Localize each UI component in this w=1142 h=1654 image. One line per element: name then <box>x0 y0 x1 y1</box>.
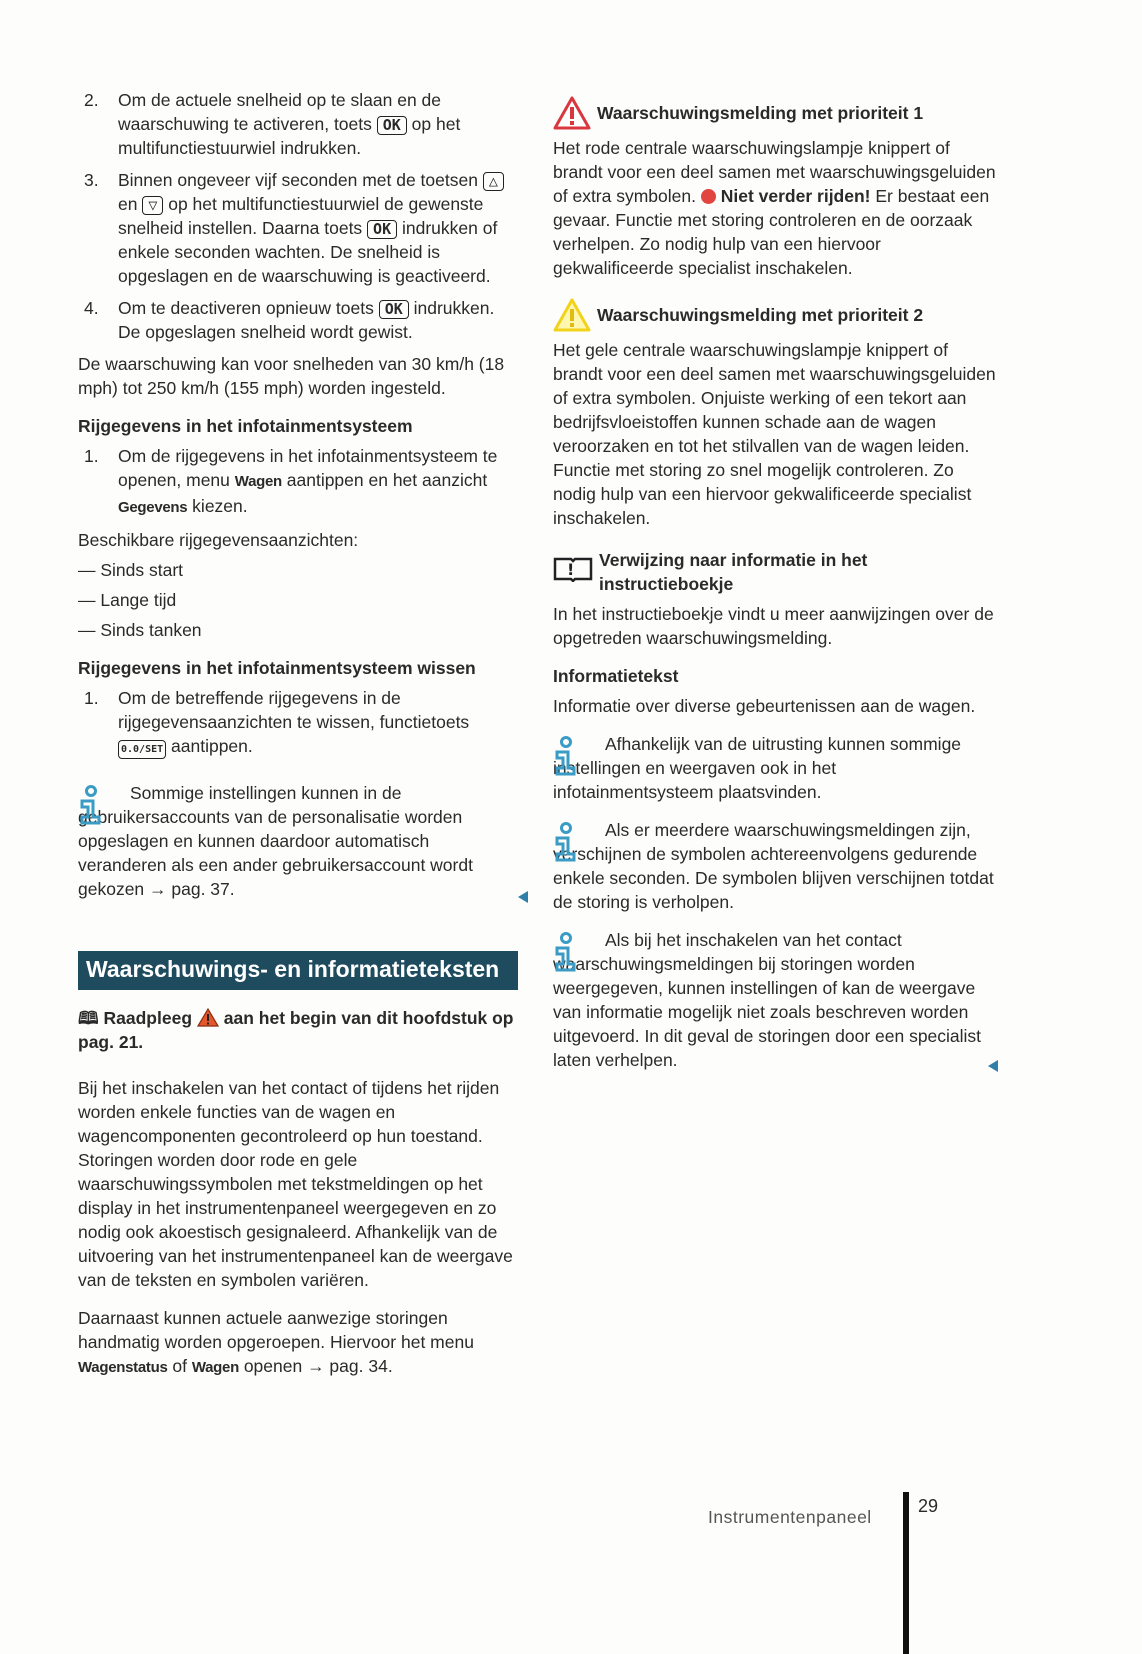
priority-2-text: Het gele centrale waarschuwingslampje knippert of brandt voor een deel samen met waarschuwingsgeluiden of extra symbolen. Onjuiste werking of een tekort aan bedrijfsvloeistoffen kunnen schade aan de wagen veroorzaken en tot het stilvallen van de wagen leiden. Functie met storing zo snel mogelijk controleren. Zo nodig hulp van een hiervoor gekwalificeerde specialist inschakelen. <box>553 340 996 528</box>
priority-2-header <box>553 298 998 332</box>
menu-wagen: Wagen <box>191 1359 239 1376</box>
priority-1-header <box>553 96 998 130</box>
priority-1-text: Het rode centrale waarschuwingslampje knippert of brandt voor een deel samen met waarschuwingsgeluiden of extra symbolen. Niet verder rijden! Er bestaat een gevaar. Functie met storing controleren en de oorzaak verhelpen. Zo nodig hulp van een hiervoor gekwalificeerde specialist inschakelen. <box>553 138 996 278</box>
menu-gegevens: Gegevens <box>118 499 188 516</box>
book-icon: 🕮 <box>78 1008 99 1028</box>
manual-reference-icon <box>553 556 593 582</box>
views-label: Beschikbare rijgegevensaanzichten: <box>78 530 359 550</box>
stop-icon <box>701 189 716 204</box>
step-3: 3. Binnen ongeveer vijf seconden met de toetsen △ en ▽ op het multifunctiestuurwiel de gewenste snelheid instellen. Daarna toets OK indrukken of enkele seconden wachten. De snelheid is opgeslagen en de waarschuwing is geactiveerd. <box>78 168 518 288</box>
footer-section: Instrumentenpaneel <box>708 1507 872 1527</box>
info-text-heading: Informatietekst <box>553 666 679 686</box>
manual-retrieve-paragraph: Daarnaast kunnen actuele aanwezige storingen handmatig worden opgeroepen. Hiervoor het menu Wagenstatus of Wagen openen → pag. 34. <box>78 1308 474 1376</box>
warning-red-icon <box>553 96 591 130</box>
info-note: Sommige instellingen kunnen in de gebruikersaccounts van de personalisatie worden opgeslagen en kunnen daardoor automatisch veranderen als een ander gebruikersaccount wordt gekozen → pag. 37. <box>78 783 473 899</box>
ok-key-icon: OK <box>377 116 407 135</box>
svg-text:!: ! <box>567 560 575 579</box>
page-number: 29 <box>918 1496 939 1516</box>
step-clear-trip-data: 1. Om de betreffende rijgegevens in de rijgegevensaanzichten te wissen, functietoets 0.0/SET aantippen. <box>78 686 518 759</box>
view-item: — Sinds tanken <box>78 620 202 640</box>
info-text: Informatie over diverse gebeurtenissen aan de wagen. <box>553 696 976 716</box>
down-key-icon: ▽ <box>142 196 163 215</box>
chapter-title: Waarschuwings- en informatieteksten <box>78 951 518 990</box>
info-note: Afhankelijk van de uitrusting kunnen sommige instellingen en weergaven ook in het infotainmentsysteem plaatsvinden. <box>553 734 962 802</box>
info-icon <box>553 932 579 974</box>
footer-divider <box>903 1492 909 1654</box>
ok-key-icon: OK <box>379 300 409 319</box>
range-text: De waarschuwing kan voor snelheden van 30 km/h (18 mph) tot 250 km/h (155 mph) worden ingesteld. <box>78 354 505 398</box>
right-column <box>553 96 998 1072</box>
view-item: — Sinds start <box>78 560 184 580</box>
ok-key-icon: OK <box>367 220 397 239</box>
info-icon <box>553 822 579 864</box>
heading-trip-data: Rijgegevens in het infotainmentsysteem <box>78 416 413 436</box>
step-4: 4. Om te deactiveren opnieuw toets OK indrukken. De opgeslagen snelheid wordt gewist. <box>84 298 495 342</box>
consult-warning: 🕮 Raadpleeg aan het begin van dit hoofdstuk op pag. 21. <box>78 1008 514 1052</box>
priority-2-title: Waarschuwingsmelding met prioriteit 2 <box>597 305 924 325</box>
reference-text: In het instructieboekje vindt u meer aanwijzingen over de opgetreden waarschuwingsmelding. <box>553 604 994 648</box>
up-key-icon: △ <box>483 172 504 191</box>
menu-wagenstatus: Wagenstatus <box>78 1359 168 1376</box>
warning-yellow-icon <box>553 298 591 332</box>
menu-wagen: Wagen <box>234 473 282 490</box>
warning-icon <box>197 1008 219 1027</box>
intro-paragraph: Bij het inschakelen van het contact of tijdens het rijden worden enkele functies van de wagen en wagencomponenten gecontroleerd op hun toestand. Storingen worden door rode en gele waarschuwingssymbolen met tekstmeldingen op het display in het instrumentenpaneel weergegeven en zo nodig ook akoestisch gesignaleerd. Afhankelijk van de uitvoering van het instrumentenpaneel kan de weergave van de teksten en symbolen variëren. <box>78 1078 513 1290</box>
reference-header <box>553 548 998 596</box>
info-note: Als er meerdere waarschuwingsmeldingen zijn, verschijnen de symbolen achtereenvolgens gedurende enkele seconden. De symbolen blijven verschijnen totdat de storing is verholpen. <box>553 820 994 912</box>
step-2: 2. Om de actuele snelheid op te slaan en de waarschuwing te activeren, toets OK op het multifunctiestuurwiel indrukken. <box>84 90 461 158</box>
view-item: — Lange tijd <box>78 590 177 610</box>
set-key-icon: 0.0/SET <box>118 740 166 759</box>
reference-title: Verwijzing naar informatie in het instructieboekje <box>599 550 868 594</box>
section-end-icon <box>518 891 528 903</box>
heading-clear-trip-data: Rijgegevens in het infotainmentsysteem wissen <box>78 658 476 678</box>
left-column <box>78 88 518 1380</box>
info-icon <box>553 736 579 778</box>
priority-1-title: Waarschuwingsmelding met prioriteit 1 <box>597 103 924 123</box>
info-note: Als bij het inschakelen van het contact waarschuwingsmeldingen bij storingen worden weergegeven, kunnen instellingen of kan de weergave van informatie mogelijk niet zoals beschreven worden uitgevoerd. In dit geval de storingen door een specialist laten verhelpen. <box>553 930 982 1070</box>
step-open-trip-data: 1. Om de rijgegevens in het infotainmentsysteem te openen, menu Wagen aantippen en het aanzicht Gegevens kiezen. <box>84 446 498 516</box>
info-icon <box>78 785 104 827</box>
